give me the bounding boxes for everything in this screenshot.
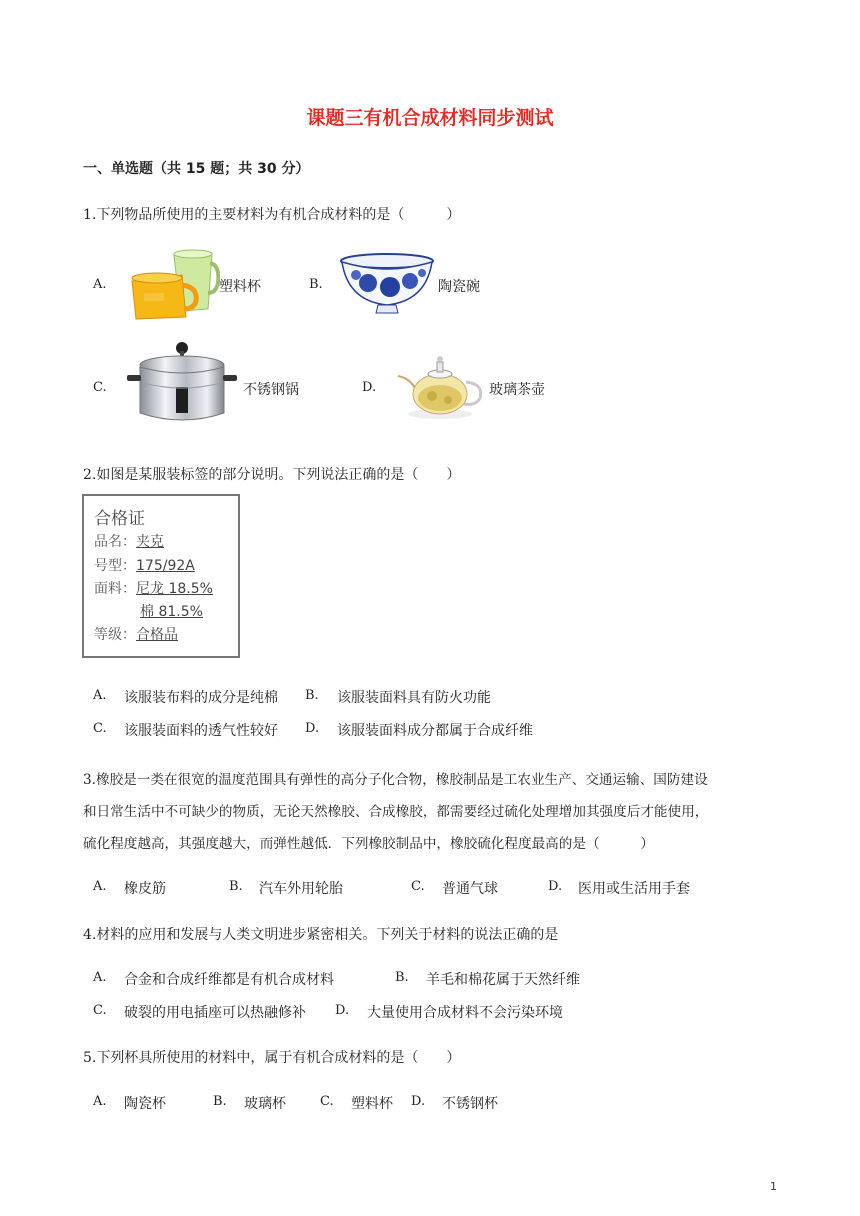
question-3-line-2: 和日常生活中不可缺少的物质，无论天然橡胶、合成橡胶，都需要经过硫化处理增加其强度后才能使用， [83,804,709,820]
glass-teapot-image [394,348,488,420]
q1-option-d-text: 玻璃茶壶 [489,382,545,398]
tag-fabric-row [94,578,213,598]
q4-option-b-text: 羊毛和棉花属于天然纤维 [426,972,580,988]
tag-model-label: 号型： [94,558,136,574]
q4-option-d-letter: D. [335,1003,350,1018]
q5-option-c-letter: C. [320,1094,334,1109]
page-number: 1 [770,1180,777,1193]
question-4-stem: 4.材料的应用和发展与人类文明进步紧密相关。下列关于材料的说法正确的是 [83,927,559,943]
section-heading: 一、单选题（共 15 题；共 30 分） [83,161,310,177]
question-3-line-1: 3.橡胶是一类在很宽的温度范围具有弹性的高分子化合物，橡胶制品是工农业生产、交通运输、国防建设 [83,772,708,788]
question-5-stem: 5.下列杯具所使用的材料中，属于有机合成材料的是（ ） [83,1050,461,1066]
q4-option-a-text: 合金和合成纤维都是有机合成材料 [124,972,334,988]
tag-grade-value: 合格品 [136,627,178,643]
stainless-steel-pot-image [125,341,239,429]
tag-grade-label: 等级： [94,627,136,643]
q4-option-a-letter: A. [93,970,107,985]
q4-option-d-text: 大量使用合成材料不会污染环境 [367,1005,563,1021]
q2-option-c-text: 该服装面料的透气性较好 [124,723,278,739]
q2-option-a-text: 该服装布料的成分是纯棉 [124,690,278,706]
q1-option-c-letter: C. [93,380,107,395]
q5-option-c-text: 塑料杯 [351,1096,393,1112]
tag-name-value: 夹克 [136,534,164,550]
q3-option-b-letter: B. [229,879,243,894]
q3-option-a-letter: A. [93,879,107,894]
q5-option-d-letter: D. [411,1094,426,1109]
tag-model-row [94,555,195,575]
tag-fabric-value-1: 尼龙 18.5% [136,581,213,597]
q3-option-c-text: 普通气球 [442,881,498,897]
q1-option-d-letter: D. [362,380,377,395]
q1-option-a-text: 塑料杯 [219,279,261,295]
q5-option-b-text: 玻璃杯 [244,1096,286,1112]
garment-tag-figure [82,494,240,658]
q5-option-a-letter: A. [93,1094,107,1109]
tag-grade-row [94,624,178,644]
q5-option-b-letter: B. [213,1094,227,1109]
q3-option-b-text: 汽车外用轮胎 [259,881,343,897]
tag-model-value: 175/92A [136,558,195,574]
q5-option-d-text: 不锈钢杯 [442,1096,498,1112]
tag-name-row [94,531,164,551]
q4-option-c-letter: C. [93,1003,107,1018]
plastic-cups-image [124,247,220,321]
q1-option-c-text: 不锈钢锅 [243,382,299,398]
q1-option-a-letter: A. [93,277,107,292]
question-3-line-3: 硫化程度越高，其强度越大，而弹性越低．下列橡胶制品中，橡胶硫化程度最高的是（ ） [83,836,654,852]
tag-fabric-label: 面料： [94,581,136,597]
q5-option-a-text: 陶瓷杯 [124,1096,166,1112]
q2-option-b-text: 该服装面料具有防火功能 [337,690,491,706]
tag-name-label: 品名： [94,534,136,550]
q3-option-a-text: 橡皮筋 [124,881,166,897]
q2-option-a-letter: A. [93,688,107,703]
tag-fabric-row-2 [140,601,203,621]
question-2-stem: 2.如图是某服装标签的部分说明。下列说法正确的是（ ） [83,467,461,483]
q4-option-c-text: 破裂的用电插座可以热融修补 [124,1005,306,1021]
tag-heading: 合格证 [94,509,145,529]
question-1-stem: 1.下列物品所使用的主要材料为有机合成材料的是（ ） [83,207,461,223]
q2-option-b-letter: B. [305,688,319,703]
q3-option-c-letter: C. [411,879,425,894]
q2-option-c-letter: C. [93,721,107,736]
q2-option-d-letter: D. [305,721,320,736]
q3-option-d-letter: D. [548,879,563,894]
tag-fabric-value-2: 棉 81.5% [140,604,203,620]
q2-option-d-text: 该服装面料成分都属于合成纤维 [337,723,533,739]
q4-option-b-letter: B. [395,970,409,985]
q1-option-b-text: 陶瓷碗 [438,279,480,295]
q1-option-b-letter: B. [309,277,323,292]
q3-option-d-text: 医用或生活用手套 [578,881,690,897]
porcelain-bowl-image [338,253,436,315]
document-title: 课题三有机合成材料同步测试 [306,107,554,129]
